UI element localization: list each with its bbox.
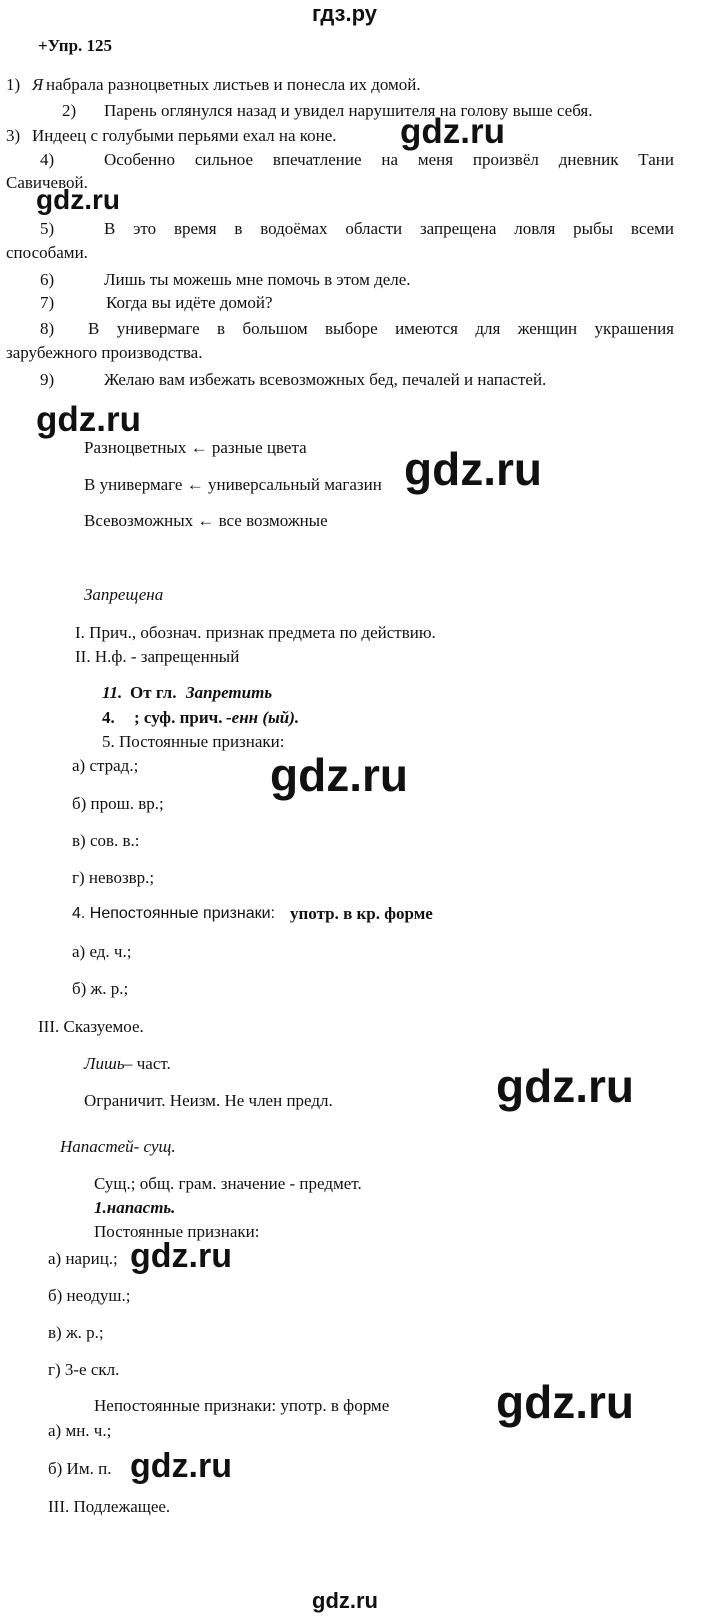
- participle-role: III. Сказуемое.: [38, 1017, 144, 1036]
- noun-constant-c: в) ж. р.;: [48, 1323, 104, 1342]
- sentence-9-text: Желаю вам избежать всевозможных бед, печалей и напастей.: [104, 370, 547, 389]
- participle-origin-number: 11.: [102, 683, 123, 702]
- noun-nonconstant-a: а) мн. ч.;: [48, 1421, 112, 1440]
- participle-nonconstant-b: б) ж. р.;: [72, 979, 129, 998]
- word-formation-2: В универмаге ← универсальный магазин: [84, 475, 382, 494]
- sentence-1-word: Я: [32, 75, 44, 94]
- sentence-1-number: 1): [6, 75, 21, 94]
- sentence-3-text: Индеец с голубыми перьями ехал на коне.: [32, 126, 337, 145]
- participle-nonconstant-a: а) ед. ч.;: [72, 942, 132, 961]
- participle-word: Запрещена: [84, 585, 164, 604]
- participle-suffix-value: -енн (ый).: [226, 708, 300, 727]
- watermark: gdz.ru: [270, 749, 408, 801]
- noun-nonconstant-title: Непостоянные признаки: употр. в форме: [94, 1396, 390, 1415]
- sentence-4-number: 4): [40, 150, 55, 169]
- watermark: gdz.ru: [36, 184, 120, 215]
- particle-description: Ограничит. Неизм. Не член предл.: [84, 1091, 333, 1110]
- noun-point-1: Сущ.; общ. грам. значение - предмет.: [94, 1174, 362, 1193]
- participle-constant-d: г) невозвр.;: [72, 868, 155, 887]
- sentence-3-number: 3): [6, 126, 21, 145]
- noun-constant-title: Постоянные признаки:: [94, 1222, 260, 1241]
- participle-suffix-number: 4.: [102, 708, 115, 727]
- watermark: gdz.ru: [130, 1447, 232, 1485]
- exercise-title: +Упр. 125: [38, 36, 113, 55]
- noun-nonconstant-b: б) Им. п.: [48, 1459, 112, 1478]
- sentence-8-number: 8): [40, 319, 55, 338]
- sentence-9-number: 9): [40, 370, 55, 389]
- noun-word: Напастей- сущ.: [60, 1137, 176, 1156]
- participle-origin-text: От гл.: [130, 683, 177, 702]
- watermark: gdz.ru: [496, 1060, 634, 1112]
- sentence-8-line-1: В универмаге в большом выборе имеются для женщин украшения: [88, 319, 674, 338]
- sentence-6-text: Лишь ты можешь мне помочь в этом деле.: [104, 270, 411, 289]
- participle-origin-verb: Запретить: [186, 683, 273, 702]
- sentence-7-text: Когда вы идёте домой?: [106, 293, 273, 312]
- noun-constant-b: б) неодуш.;: [48, 1286, 131, 1305]
- sentence-1-text: набрала разноцветных листьев и понесла их домой.: [46, 75, 421, 94]
- participle-constant-a: а) страд.;: [72, 756, 139, 775]
- watermark: gdz.ru: [404, 443, 542, 495]
- participle-suffix-label: ; суф. прич.: [134, 708, 223, 727]
- sentence-2-text: Парень оглянулся назад и увидел нарушителя на голову выше себя.: [104, 101, 593, 120]
- sentence-5-number: 5): [40, 219, 55, 238]
- noun-role: III. Подлежащее.: [48, 1497, 171, 1516]
- sentence-2-number: 2): [62, 101, 77, 120]
- particle-word: Лишь: [84, 1054, 125, 1073]
- site-header: гдз.ру: [312, 1, 377, 26]
- watermark: gdz.ru: [400, 112, 505, 151]
- sentence-4-line-1: Особенно сильное впечатление на меня произвёл дневник Тани: [104, 150, 674, 169]
- sentence-5-line-1: В это время в водоёмах области запрещена ловля рыбы всеми: [104, 219, 674, 238]
- participle-point-2: II. Н.ф. - запрещенный: [75, 647, 240, 666]
- watermark: gdz.ru: [36, 400, 141, 439]
- participle-constant-title: 5. Постоянные признаки:: [102, 732, 285, 751]
- noun-initial-form: 1.напасть.: [94, 1198, 176, 1217]
- particle-type: – част.: [124, 1054, 171, 1073]
- participle-constant-b: б) прош. вр.;: [72, 794, 164, 813]
- sentence-7-number: 7): [40, 293, 55, 312]
- footer-watermark: gdz.ru: [312, 1588, 378, 1613]
- watermark: gdz.ru: [496, 1376, 634, 1428]
- word-formation-1: Разноцветных ← разные цвета: [84, 438, 307, 457]
- participle-nonconstant-value: употр. в кр. форме: [290, 904, 433, 923]
- sentence-6-number: 6): [40, 270, 55, 289]
- participle-nonconstant-label: 4. Непостоянные признаки:: [72, 905, 275, 922]
- sentence-4-line-2: Савичевой.: [6, 173, 88, 192]
- noun-constant-d: г) 3-е скл.: [48, 1360, 120, 1379]
- sentence-8-line-2: зарубежного производства.: [6, 343, 203, 362]
- word-formation-3: Всевозможных ← все возможные: [84, 511, 328, 530]
- participle-point-1: I. Прич., обознач. признак предмета по действию.: [75, 623, 436, 642]
- watermark: gdz.ru: [130, 1237, 232, 1275]
- participle-constant-c: в) сов. в.:: [72, 831, 140, 850]
- noun-constant-a: а) нариц.;: [48, 1249, 118, 1268]
- sentence-5-line-2: способами.: [6, 243, 88, 262]
